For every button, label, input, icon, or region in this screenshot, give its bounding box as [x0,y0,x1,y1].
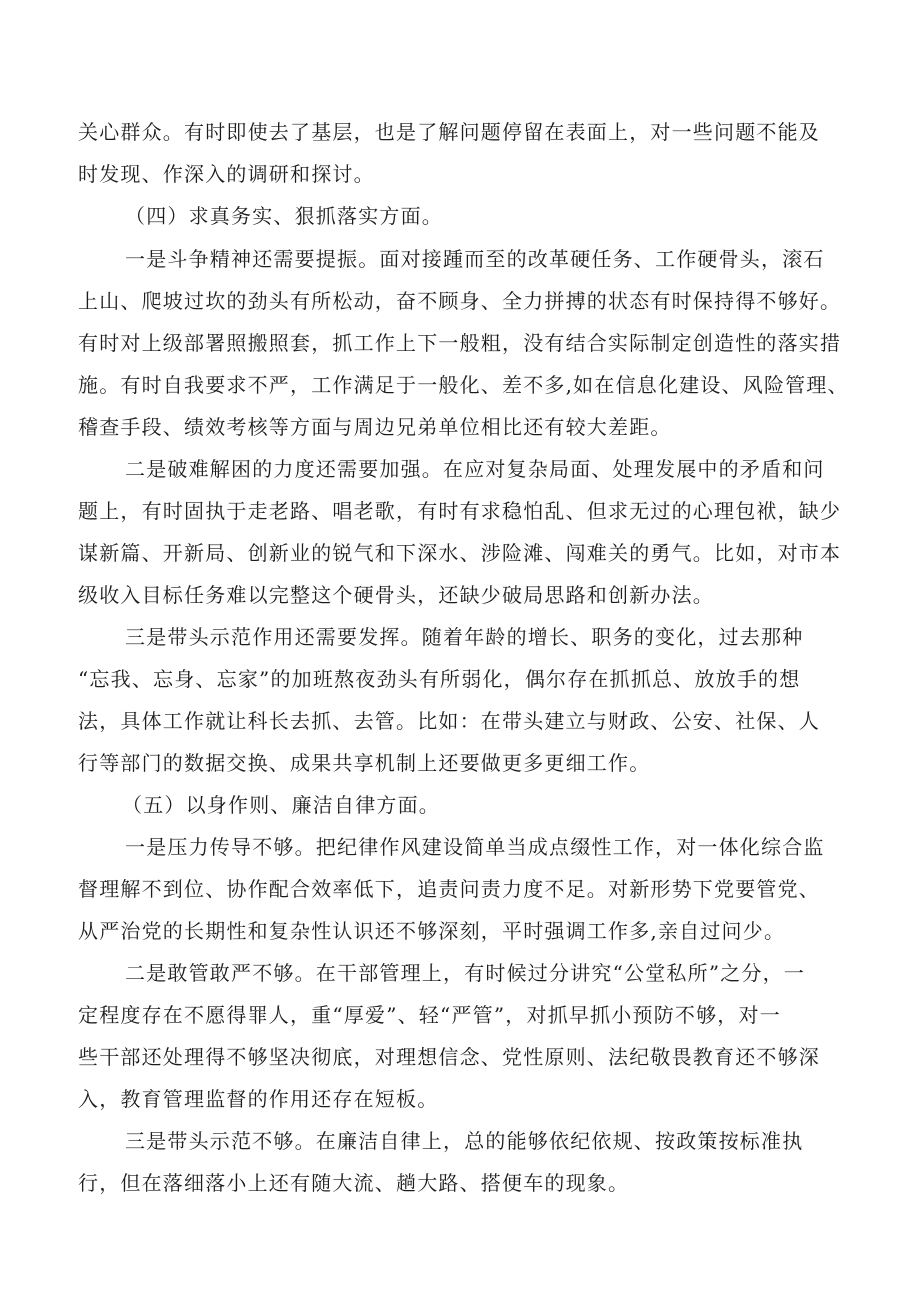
text-line: 级收入目标任务难以完整这个硬骨头，还缺少破局思路和创新办法。 [78,583,714,607]
text-line: 题上，有时固执于走老路、唱老歌，有时有求稳怕乱、但求无过的心理包袱，缺少 [78,499,842,523]
text-line: 关心群众。有时即使去了基层，也是了解问题停留在表面上，对一些问题不能及 [78,120,820,144]
text-line: 些干部还处理得不够坚决彻底，对理想信念、党性原则、法纪敬畏教育还不够深 [78,1045,820,1069]
section-heading: （五）以身作则、廉洁自律方面。 [122,793,440,817]
text-line: 入，教育管理监督的作用还存在短板。 [78,1087,439,1111]
text-line: 一是压力传导不够。把纪律作风建设简单当成点缀性工作，对一体化综合监 [125,835,825,859]
text-line: 行等部门的数据交换、成果共享机制上还要做更多更细工作。 [78,751,651,775]
text-line: 二是敢管敢严不够。在干部管理上，有时候过分讲究“公堂私所”之分，一 [125,961,806,985]
section-heading: （四）求真务实、狠抓落实方面。 [125,204,443,228]
text-line: 稽查手段、绩效考核等方面与周边兄弟单位相比还有较大差距。 [78,415,672,439]
text-line: 法，具体工作就让科长去抓、去管。比如：在带头建立与财政、公安、社保、人 [78,709,820,733]
text-line: 上山、爬坡过坎的劲头有所松动，奋不顾身、全力拼搏的状态有时保持得不够好。 [78,289,842,313]
text-line: “忘我、忘身、忘家”的加班熬夜劲头有所弱化，偶尔存在抓抓总、放放手的想 [78,667,801,691]
text-line: 督理解不到位、协作配合效率低下，追责问责力度不足。对新形势下党要管党、 [78,877,820,901]
text-line: 行，但在落细落小上还有随大流、趟大路、搭便车的现象。 [78,1171,630,1195]
text-line: 有时对上级部署照搬照套，抓工作上下一般粗，没有结合实际制定创造性的落实措 [78,331,842,355]
text-line: 三是带头示范不够。在廉洁自律上，总的能够依纪依规、按政策按标准执 [125,1129,804,1153]
text-line: 二是破难解困的力度还需要加强。在应对复杂局面、处理发展中的矛盾和问 [125,457,825,481]
text-line: 谋新篇、开新局、创新业的锐气和下深水、涉险滩、闯难关的勇气。比如，对市本 [78,541,842,565]
text-line: 时发现、作深入的调研和探讨。 [78,162,375,186]
text-line: 三是带头示范作用还需要发挥。随着年龄的增长、职务的变化，过去那种 [125,625,804,649]
text-line: 从严治党的长期性和复杂性认识还不够深刻，平时强调工作多,亲自过问少。 [78,919,786,943]
text-line: 施。有时自我要求不严，工作满足于一般化、差不多,如在信息化建设、风险管理、 [78,373,849,397]
text-line: 一是斗争精神还需要提振。面对接踵而至的改革硬任务、工作硬骨头，滚石 [125,247,825,271]
text-line: 定程度存在不愿得罪人，重“厚爱”、轻“严管”，对抓早抓小预防不够，对一 [78,1003,781,1027]
